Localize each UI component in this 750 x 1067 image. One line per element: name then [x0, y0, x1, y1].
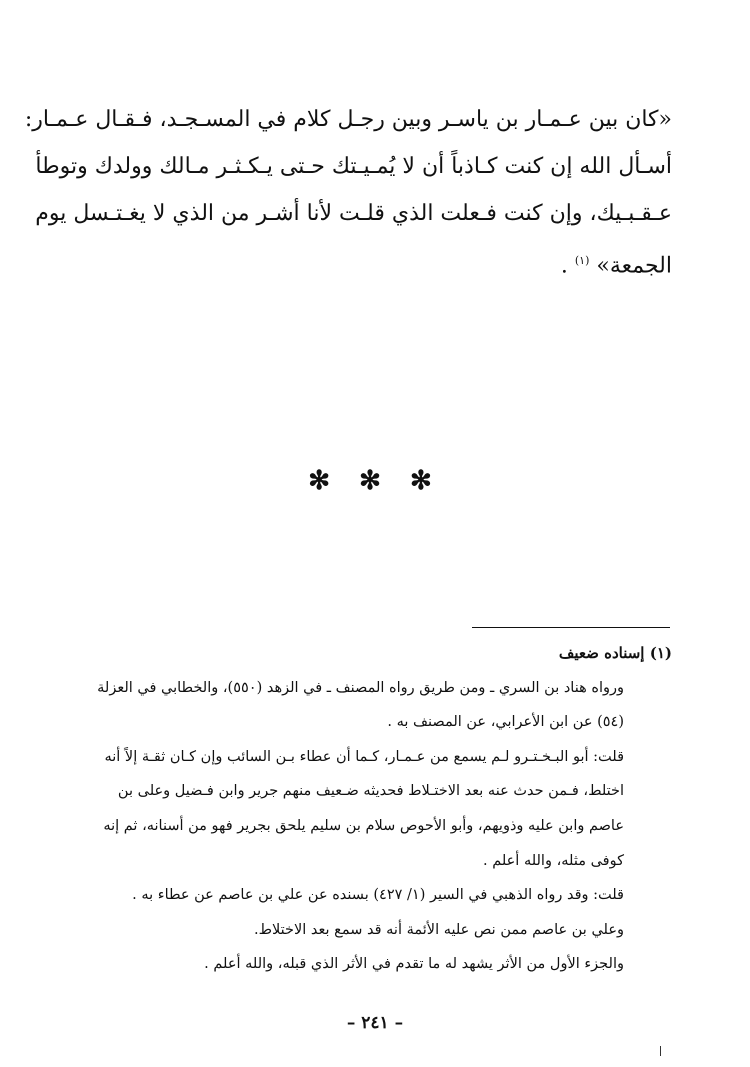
main-text-line: عـقـبـيك، وإن كنت فـعلت الذي قلـت لأنا أشـر من الذي لا يغـتـسل يوم	[35, 201, 672, 226]
main-text	[24, 96, 672, 289]
margin-mark	[660, 1046, 661, 1056]
footnote-line: اختلط، فـمن حدث عنه بعد الاختـلاط فحديثه ضـعيف منهم جرير وابن فـضيل وعلى بن	[117, 783, 624, 800]
main-text-line: «كان بين عـمـار بن ياسـر وبين رجـل كلام في المسـجـد، فـقـال عـمـار:	[24, 107, 672, 132]
page-number: – ٢٤١ –	[346, 1013, 404, 1033]
footnote-line: عاصم وابن عليه وذويهم، وأبو الأحوص سلام بن سليم يلحق بجرير فهو من أسنانه، ثم إنه	[103, 817, 624, 834]
section-separator: ✻ ✻ ✻	[308, 466, 442, 496]
main-text-last-line	[74, 237, 672, 289]
footnote-line: قلت: أبو البـخـتـرو لـم يسمع من عـمـار، كـما أن عطاء بـن السائب وإن كـان ثقـة إلاً أنه	[104, 748, 624, 765]
footnote-line: ورواه هناد بن السري ـ ومن طريق رواه المصنف ـ في الزهد (٥٥٠)، والخطابي في العزلة	[97, 679, 624, 696]
main-text-line: أسـأل الله إن كنت كـاذباً أن لا يُمـيـتك حـتى يـكـثـر مـالك وولدك وتوطأ	[35, 154, 672, 179]
sentence-end: .	[560, 253, 568, 279]
footnote-line: قلت: وقد رواه الذهبي في السير (١/ ٤٢٧) بسنده عن علي بن عاصم عن عطاء به .	[132, 887, 624, 904]
footnote-rule	[472, 627, 670, 628]
main-text-line: الجمعة»	[596, 253, 672, 279]
footnote-reference: (١)	[574, 254, 590, 267]
footnote-line: وعلي بن عاصم ممن نص عليه الأئمة أنه قد سمع بعد الاختلاط.	[253, 921, 624, 938]
footnote-title: إسناده ضعيف	[558, 644, 645, 662]
footnote-line: كوفى مثله، والله أعلم .	[482, 852, 624, 869]
footnote-line: والجزء الأول من الأثر يشهد له ما تقدم في الأثر الذي قبله، والله أعلم .	[204, 956, 624, 973]
footnote-heading	[80, 636, 672, 671]
footnotes	[80, 636, 672, 982]
footnote-number: (١)	[649, 644, 672, 662]
footnote-line: (٥٤) عن ابن الأعرابي، عن المصنف به .	[387, 714, 624, 731]
